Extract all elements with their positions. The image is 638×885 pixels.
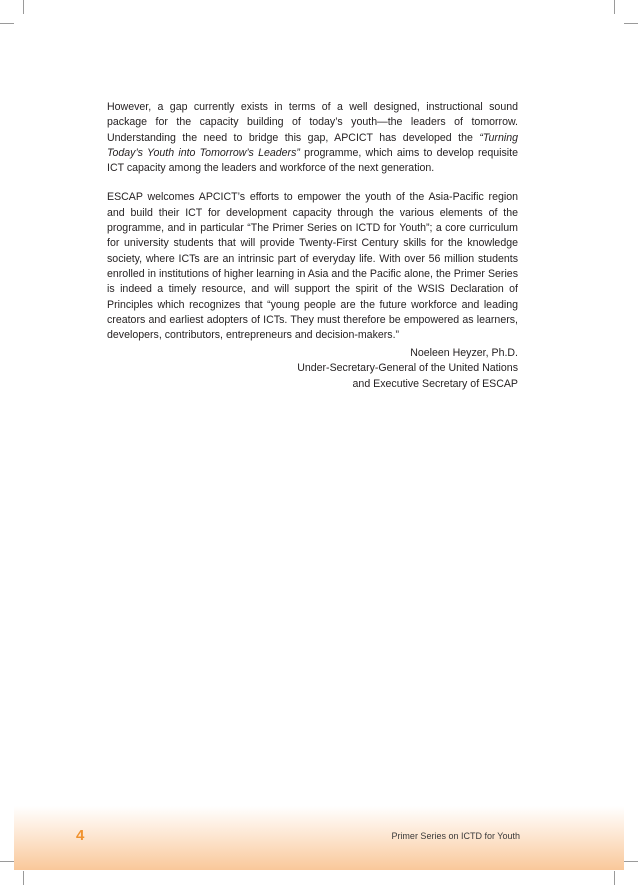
crop-mark-bottom-left-vertical <box>23 871 24 885</box>
crop-mark-bottom-left-horizontal <box>0 861 14 862</box>
paragraph-1 <box>107 100 518 176</box>
paragraph-2: ESCAP welcomes APCICT’s efforts to empower the youth of the Asia-Pacific region and build their ICT for development capacity through the various elements of the programme, and in particular “The Primer Series on ICTD for Youth”; a core curriculum for university students that will provide Twenty-First Century skills for the knowledge society, where ICTs are an intrinsic part of everyday life. With over 56 million students enrolled in institutions of higher learning in Asia and the Pacific alone, the Primer Series is indeed a timely resource, and will support the spirit of the WSIS Declaration of Principles which recognizes that “young people are the future workforce and leading creators and earliest adopters of ICTs. They must therefore be empowered as learners, developers, contributors, entrepreneurs and decision-makers.” <box>107 191 518 342</box>
crop-mark-top-right-vertical <box>614 0 615 14</box>
page-number: 4 <box>76 827 85 844</box>
crop-mark-top-left-horizontal <box>0 23 14 24</box>
programme-title: “Turning Today’s Youth into Tomorrow’s Leaders” <box>107 131 518 159</box>
signatory-title-line-1: Under-Secretary-General of the United Nations <box>297 362 518 375</box>
paragraph-1-text-start: However, a gap currently exists in terms of a well designed, instructional sound package for the capacity building of today’s youth—the leaders of tomorrow. Understanding the need to bridge this gap, APCICT has developed the <box>107 101 518 144</box>
crop-mark-top-right-horizontal <box>624 23 638 24</box>
running-footer-title: Primer Series on ICTD for Youth <box>391 831 520 841</box>
signatory-name: Noeleen Heyzer, Ph.D. <box>410 347 518 359</box>
body-text <box>107 100 518 357</box>
crop-mark-bottom-right-horizontal <box>624 861 638 862</box>
signature-block <box>218 346 518 392</box>
footer-band <box>14 806 624 870</box>
crop-mark-top-left-vertical <box>23 0 24 14</box>
crop-mark-bottom-right-vertical <box>614 871 615 885</box>
signatory-title-line-2: and Executive Secretary of ESCAP <box>352 377 518 390</box>
paragraph-1-text-end: programme, which aims to develop requisite ICT capacity among the leaders and workforce of the next generation. <box>107 146 518 175</box>
